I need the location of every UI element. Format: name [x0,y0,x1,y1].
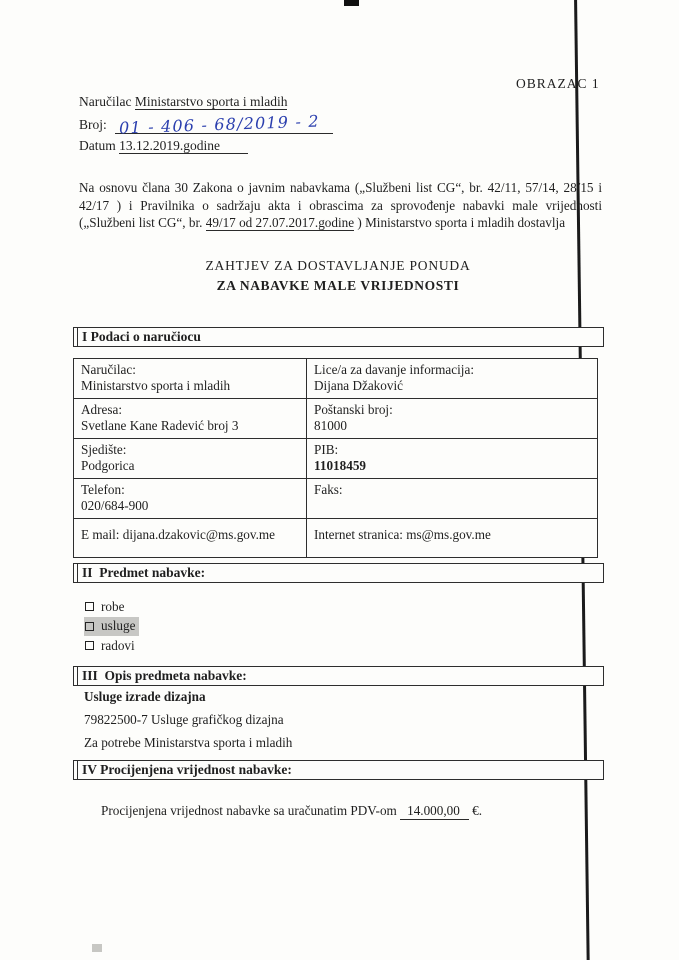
subject-description-title: Usluge izrade dizajna [84,689,206,704]
section-3-header [73,666,604,686]
estimated-value-text: Procijenjena vrijednost nabavke sa uračunatim PDV-om [101,803,397,818]
intro-text-after: ) Ministarstvo sporta i mladih dostavlja [354,215,566,231]
cell-label: Sjedište: [81,442,127,457]
cell-label: Telefon: [81,482,125,497]
intro-text-before: Na osnovu člana 30 Zakona o javnim nabavkama („Službeni list CG“, br. 42/11, 57/14, 28/15 i 42/17 ) i Pravilnika o sadržaju akta i obrascima za sprovođenje nabavki male vrijednosti („Službeni list CG“, br. [79,180,602,231]
title-line-1: ZAHTJEV ZA DOSTAVLJANJE PONUDA [205,258,471,273]
option-usluge-label: usluge [101,618,136,634]
narucilac-label: Naručilac [79,94,132,109]
cell-text: Internet stranica: ms@ms.gov.me [314,527,491,542]
cell-internet-stranica [307,519,598,558]
narucilac-line [79,94,333,110]
cell-telefon [74,479,307,519]
datum-line [79,138,333,154]
table-row [74,479,598,519]
cell-text: E mail: dijana.dzakovic@ms.gov.me [81,527,276,542]
section-4-header [73,760,604,780]
cell-label: Naručilac: [81,362,136,377]
cell-value: 11018459 [314,458,367,473]
legal-intro-paragraph [79,179,602,232]
section-2-header [73,563,604,583]
intro-underlined-reference: 49/17 od 27.07.2017.godine [205,215,355,231]
option-radovi [84,636,139,656]
cell-faks [307,479,598,519]
broj-label: Broj: [79,117,107,132]
table-row [74,359,598,399]
cell-contact-person [307,359,598,399]
cell-sjediste [74,439,307,479]
section-3-title: III Opis predmeta nabavke: [82,668,247,683]
cell-postanski-broj [307,399,598,439]
scan-artifact-bottom-mark [92,944,102,952]
option-robe-label: robe [101,598,125,614]
cell-value: Ministarstvo sporta i mladih [81,378,231,393]
cell-pib [307,439,598,479]
cell-narucilac [74,359,307,399]
cell-email [74,519,307,558]
cell-value: Podgorica [81,458,135,473]
section-4-title: IV Procijenjena vrijednost nabavke: [82,762,292,777]
cell-adresa [74,399,307,439]
subject-description [84,689,292,758]
estimated-value-currency: €. [472,803,483,818]
checkbox-usluge-icon [85,622,94,631]
cell-value: 81000 [314,418,347,433]
document-header [79,94,333,158]
table-row [74,399,598,439]
broj-handwritten-value: 01 - 406 - 68/2019 - 2 [118,111,320,138]
estimated-value-line [101,803,482,819]
document-title [76,258,600,294]
table-row [74,439,598,479]
broj-line [79,111,333,138]
title-line-2: ZA NABAVKE MALE VRIJEDNOSTI [216,278,460,293]
form-code-label: OBRAZAC 1 [516,76,600,91]
option-usluge [84,617,139,637]
cell-value: Dijana Džaković [314,378,403,393]
checkbox-robe-icon [85,602,94,611]
cell-label: Adresa: [81,402,123,417]
section-1-title: I Podaci o naručiocu [82,329,201,344]
estimated-value-amount: 14.000,00 [400,803,469,820]
cell-label: Lice/a za davanje informacija: [314,362,474,377]
narucilac-value: Ministarstvo sporta i mladih [134,94,288,109]
procurement-subject-options [84,597,139,656]
cell-label: Poštanski broj: [314,402,393,417]
option-robe [84,597,128,617]
section-1-header [73,327,604,347]
datum-label: Datum [79,138,116,153]
cell-label: PIB: [314,442,339,457]
subject-description-cpv: 79822500-7 Usluge grafičkog dizajna [84,712,284,727]
cell-value: Svetlane Kane Radević broj 3 [81,418,239,433]
section-2-title: II Predmet nabavke: [82,565,206,580]
datum-value: 13.12.2019.godine [119,138,248,154]
table-row [74,519,598,558]
cell-value: 020/684-900 [81,498,149,513]
broj-underline [115,111,334,138]
checkbox-radovi-icon [85,641,94,650]
option-radovi-label: radovi [101,637,135,653]
scan-artifact-top-mark [344,0,359,6]
contracting-authority-table [73,358,598,558]
cell-label: Faks: [314,482,343,497]
subject-description-purpose: Za potrebe Ministarstva sporta i mladih [84,735,293,750]
